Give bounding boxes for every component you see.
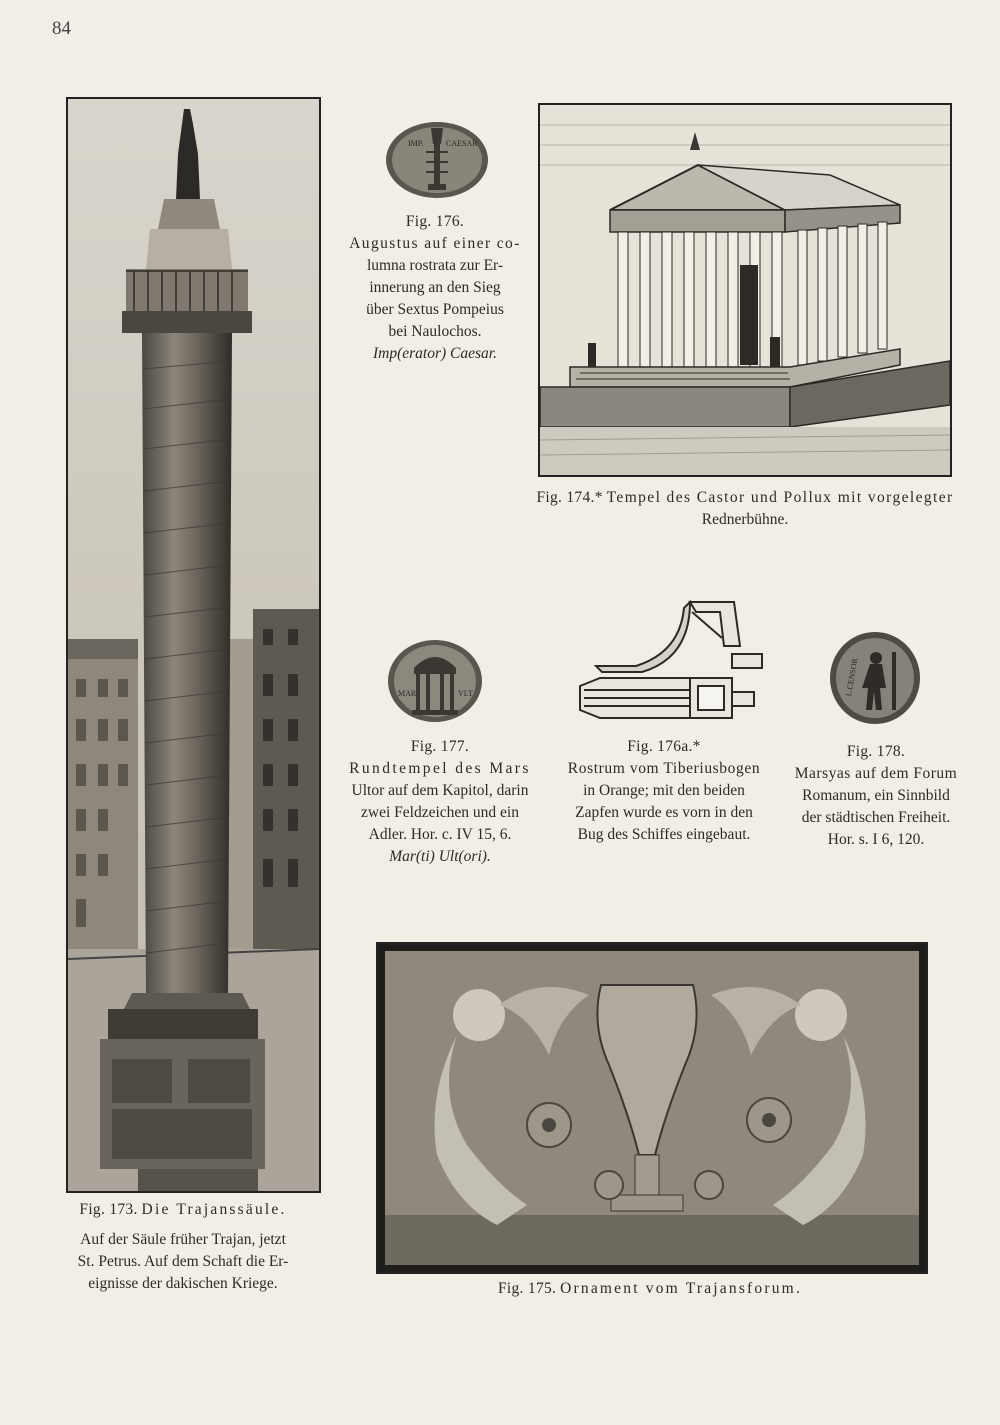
fig173-line-3: eignisse der dakischen Kriege. xyxy=(88,1275,278,1292)
fig176-line-3: innerung an den Sieg xyxy=(369,279,501,296)
castor-pollux-temple-illustration xyxy=(538,103,952,477)
fig176a-title: Rostrum vom Tiberiusbogen xyxy=(567,760,761,777)
trajan-column-photo xyxy=(66,97,321,1193)
fig176a-caption xyxy=(560,736,768,846)
fig177-inscription: Mar(ti) Ult(ori). xyxy=(389,848,491,865)
fig177-label: Fig. 177. xyxy=(410,738,470,755)
fig178-coin-legend: L.CENSOR xyxy=(844,657,860,697)
fig178-caption xyxy=(788,741,964,851)
fig176-line-2: lumna rostrata zur Er- xyxy=(366,257,504,274)
fig173-line-1: Auf der Säule früher Trajan, jetzt xyxy=(80,1231,286,1248)
fig178-label: Fig. 178. xyxy=(846,743,906,760)
fig176-caption xyxy=(346,211,524,365)
trajan-forum-ornament-photo xyxy=(376,942,928,1274)
fig174-title-line-2: Rednerbühne. xyxy=(701,511,789,528)
fig176-line-1: Augustus auf einer co- xyxy=(349,235,521,252)
fig176-coin xyxy=(384,120,490,200)
fig176a-line-2: Zapfen wurde es vorn in den xyxy=(575,804,753,821)
trajan-column-illustration xyxy=(68,99,319,1191)
fig177-coin xyxy=(386,638,484,724)
fig176-line-4: über Sextus Pompeius xyxy=(366,301,504,318)
fig173-title: Die Trajanssäule. xyxy=(141,1201,287,1218)
fig176a-rostrum-drawing xyxy=(572,598,772,728)
fig176a-line-3: Bug des Schiffes eingebaut. xyxy=(577,826,751,843)
fig177-title: Rundtempel des Mars xyxy=(349,760,531,777)
page-number: 84 xyxy=(52,18,71,39)
fig175-label: Fig. 175. xyxy=(497,1280,557,1297)
fig178-line-2: der städtischen Freiheit. xyxy=(801,809,951,826)
fig176a-line-1: in Orange; mit den beiden xyxy=(583,782,745,799)
fig174-label: Fig. 174.* xyxy=(536,489,603,506)
fig176-line-5: bei Naulochos. xyxy=(388,323,482,340)
fig177-coin-legend-right: VLT xyxy=(458,689,473,698)
fig178-coin xyxy=(828,630,922,726)
fig174-caption xyxy=(510,487,980,531)
fig176-coin-legend-left: IMP. xyxy=(408,139,424,148)
fig177-caption xyxy=(340,736,540,868)
fig177-line-3: Adler. Hor. c. IV 15, 6. xyxy=(368,826,512,843)
fig175-title: Ornament vom Trajansforum. xyxy=(560,1280,803,1297)
fig173-caption xyxy=(48,1199,318,1295)
fig173-label: Fig. 173. xyxy=(79,1201,138,1218)
fig173-line-2: St. Petrus. Auf dem Schaft die Er- xyxy=(77,1253,289,1270)
fig176a-label: Fig. 176a.* xyxy=(627,738,701,755)
fig174-title: Tempel des Castor und Pollux mit vorgelegter xyxy=(606,489,954,506)
fig178-line-1: Romanum, ein Sinnbild xyxy=(802,787,950,804)
fig177-coin-legend-left: MAR xyxy=(398,689,417,698)
fig176-coin-legend-right: CAESAR xyxy=(446,139,478,148)
fig175-caption xyxy=(440,1278,860,1300)
fig178-title: Marsyas auf dem Forum xyxy=(794,765,958,782)
fig177-line-1: Ultor auf dem Kapitol, darin xyxy=(351,782,529,799)
fig178-line-3: Hor. s. I 6, 120. xyxy=(827,831,925,848)
fig177-line-2: zwei Feldzeichen und ein xyxy=(361,804,519,821)
fig176-inscription: Imp(erator) Caesar. xyxy=(373,345,497,362)
fig176-label: Fig. 176. xyxy=(405,213,465,230)
